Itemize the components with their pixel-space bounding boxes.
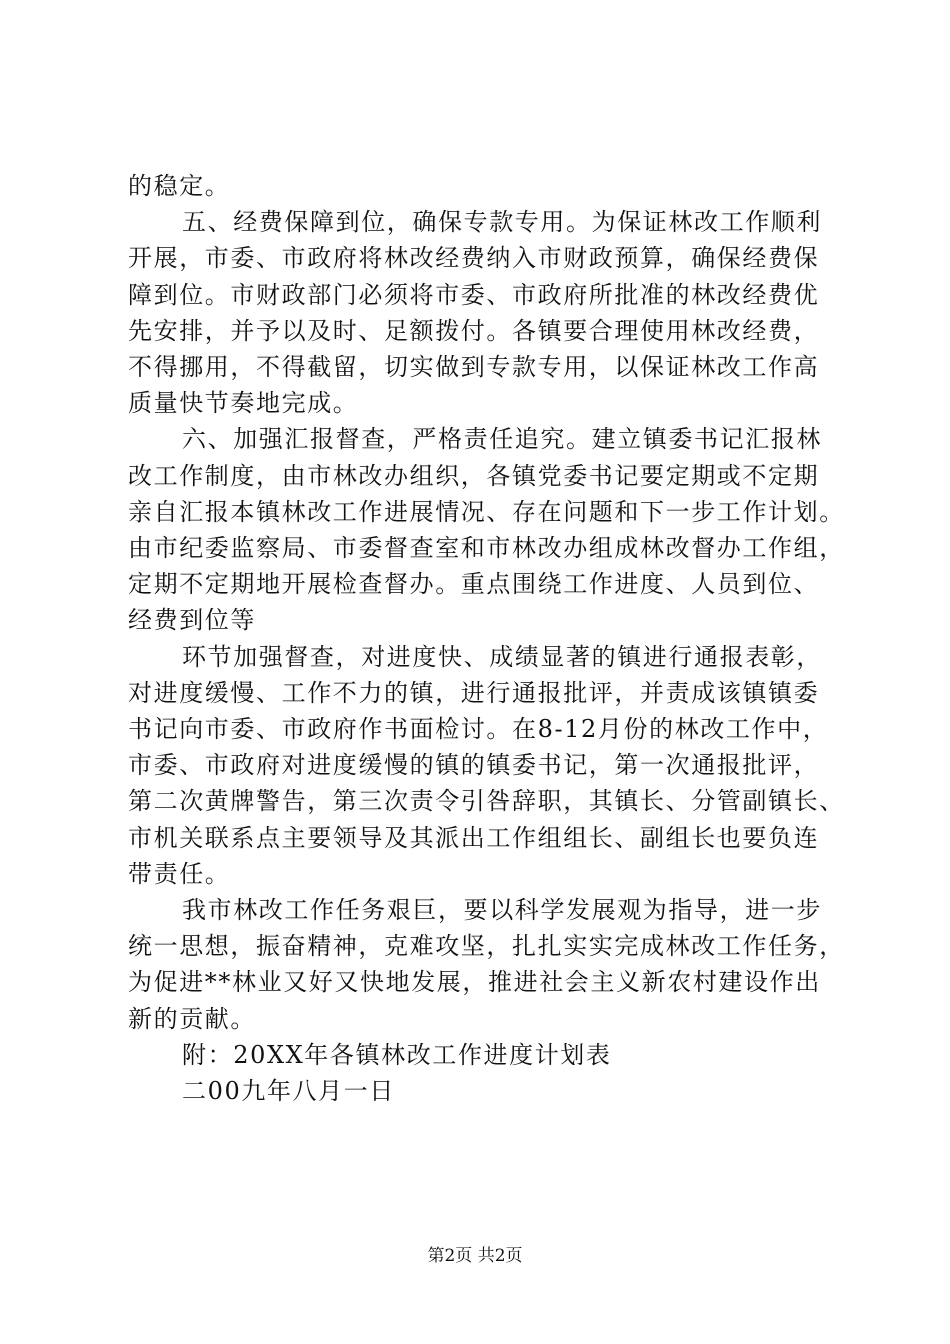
text-line: 开展，市委、市政府将林改经费纳入市财政预算，确保经费保 — [128, 244, 820, 273]
text-line: 五、经费保障到位，确保专款专用。为保证林改工作顺利 — [182, 208, 822, 237]
text-line: 定期不定期地开展检查督办。重点围绕工作进度、人员到位、 — [128, 570, 820, 599]
text-line: 为促进**林业又好又快地发展，推进社会主义新农村建设作出 — [128, 968, 821, 997]
text-line: 市委、市政府对进度缓慢的镇的镇委书记，第一次通报批评， — [128, 751, 820, 780]
text-line: 第二次黄牌警告，第三次责令引咎辞职，其镇长、分管副镇长、 — [128, 787, 845, 816]
text-line: 环节加强督查，对进度快、成绩显著的镇进行通报表彰， — [182, 642, 822, 671]
page-footer: 第2页 共2页 — [427, 1246, 523, 1266]
text-line: 附：20XX年各镇林改工作进度计划表 — [182, 1040, 612, 1069]
text-line: 先安排，并予以及时、足额拨付。各镇要合理使用林改经费， — [128, 316, 820, 345]
text-line: 障到位。市财政部门必须将市委、市政府所批准的林改经费优 — [128, 280, 820, 309]
text-line: 市机关联系点主要领导及其派出工作组组长、副组长也要负连 — [128, 823, 820, 852]
text-line: 改工作制度，由市林改办组织，各镇党委书记要定期或不定期 — [128, 461, 820, 490]
text-line: 书记向市委、市政府作书面检讨。在8-12月份的林改工作中， — [128, 715, 829, 744]
text-line: 质量快节奏地完成。 — [128, 389, 359, 418]
text-line: 新的贡献。 — [128, 1004, 256, 1033]
text-line: 由市纪委监察局、市委督查室和市林改办组成林改督办工作组， — [128, 534, 845, 563]
text-line: 的稳定。 — [128, 172, 231, 200]
text-line: 亲自汇报本镇林改工作进展情况、存在问题和下一步工作计划。 — [128, 497, 845, 526]
text-line: 经费到位等 — [128, 606, 256, 635]
text-line: 带责任。 — [128, 859, 231, 888]
text-line: 不得挪用，不得截留，切实做到专款专用，以保证林改工作高 — [128, 353, 820, 382]
text-line: 对进度缓慢、工作不力的镇，进行通报批评，并责成该镇镇委 — [128, 678, 820, 707]
document-body — [128, 168, 844, 1109]
text-line: 我市林改工作任务艰巨，要以科学发展观为指导，进一步 — [182, 896, 822, 925]
text-line: 统一思想，振奋精神，克难攻坚，扎扎实实完成林改工作任务， — [128, 932, 845, 961]
text-line: 六、加强汇报督查，严格责任追究。建立镇委书记汇报林 — [182, 425, 822, 454]
text-line: 二00九年八月一日 — [182, 1077, 395, 1106]
